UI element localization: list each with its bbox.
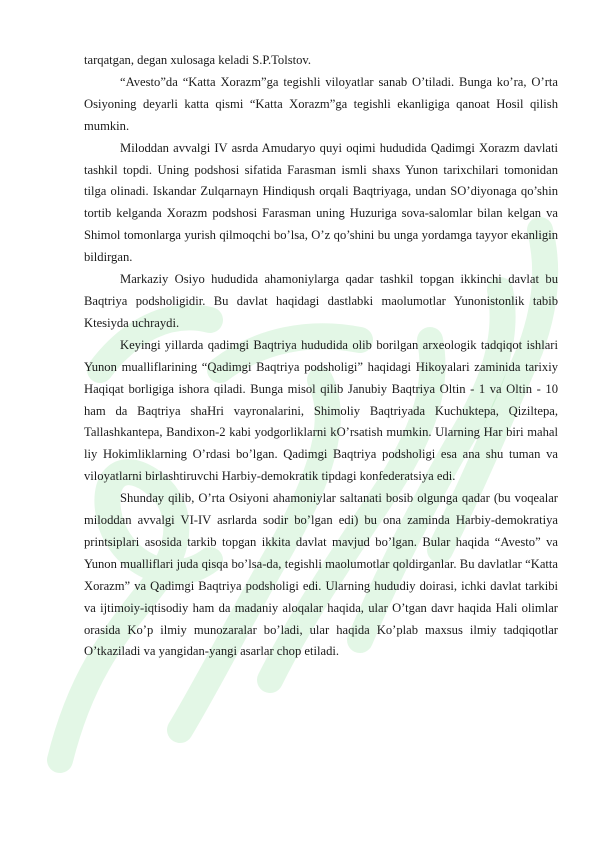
paragraph-6: Shunday qilib, O’rta Osiyoni ahamoniylar saltanati bosib olgunga qadar (bu voqealar miloddan avvalgi VI-IV asrlarda sodir bo’lgan edi) bu ona zaminda Harbiy-demokratiya printsiplari asosida tarkib topgan ikkita davlat mavjud bo’lgan. Bular haqida “Avesto” va Yunon mualliflari juda qisqa bo’lsa-da, tegishli maolumotlar qoldirganlar. Bu davlatlar “Katta Xorazm” va Qadimgi Baqtriya podsholigi edi. Ularning hududiy doirasi, ichki davlat tarkibi va ijtimoiy-iqtisodiy ham da madaniy aloqalar haqida, ular O’tgan davr haqida Hali olimlar orasida Ko’p ilmiy munozaralar bo’ladi, ular haqida Ko’plab maxsus ilmiy tadqiqotlar O’tkaziladi va yangidan-yangi asarlar chop etiladi. xyxy=(84,491,558,659)
paragraph-2: “Avesto”da “Katta Xorazm”ga tegishli viloyatlar sanab O’tiladi. Bunga ko’ra, O’rta Osiyoning deyarli katta qismi “Katta Xorazm”ga tegishli ekanligiga qanoat Hosil qilish mumkin. xyxy=(84,74,558,133)
paragraph-1: tarqatgan, degan xulosaga keladi S.P.Tolstov. xyxy=(84,53,312,67)
paragraph-4: Markaziy Osiyo hududida ahamoniylarga qadar tashkil topgan ikkinchi davlat bu Baqtriya podsholigidir. Bu davlat haqidagi dastlabki maolumotlar Yunonistonlik tabib Ktesiyda uchraydi. xyxy=(84,272,558,330)
document-body xyxy=(84,50,558,663)
paragraph-3: Miloddan avvalgi IV asrda Amudaryo quyi oqimi hududida Qadimgi Xorazm davlati tashkil topdi. Uning podshosi sifatida Farasman ismli shaxs Yunon tarixchilari tomonidan tilga olinadi. Iskandar Zulqarnayn Hindiqush orqali Baqtriyaga, undan SO’diyonaga qo’shin tortib kelganda Xorazm podshosi Farasman uning Huzuriga sova-salomlar bilan kelgan va Shimol tomonlarga yurish qilmoqchi bo’lsa, O’z qo’shini bu unga yordamga tayyor ekanligin bildirgan. xyxy=(84,140,558,265)
paragraph-5: Keyingi yillarda qadimgi Baqtriya hududida olib borilgan arxeologik tadqiqot ishlari Yunon mualliflarining “Qadimgi Baqtriya podsholigi” haqidagi Hikoyalari zaminida tarixiy Haqiqat borligiga ishora qiladi. Bunga misol qilib Janubiy Baqtriya Oltin - 1 va Oltin - 10 ham da Baqtriya shaHri vayronalarini, Shimoliy Baqtriyada Kuchuktepa, Qiziltepa, Tallashkantepa, Bandixon-2 kabi yodgorliklarni kO’rsatish mumkin. Ularning Har biri mahal liy Hokimliklarning O’rdasi bo’lgan. Qadimgi Baqtriya podsholigi esa ana shu tuman va viloyatlarni birlashtiruvchi Harbiy-demokratik tipdagi konfederatsiya edi. xyxy=(84,337,558,484)
